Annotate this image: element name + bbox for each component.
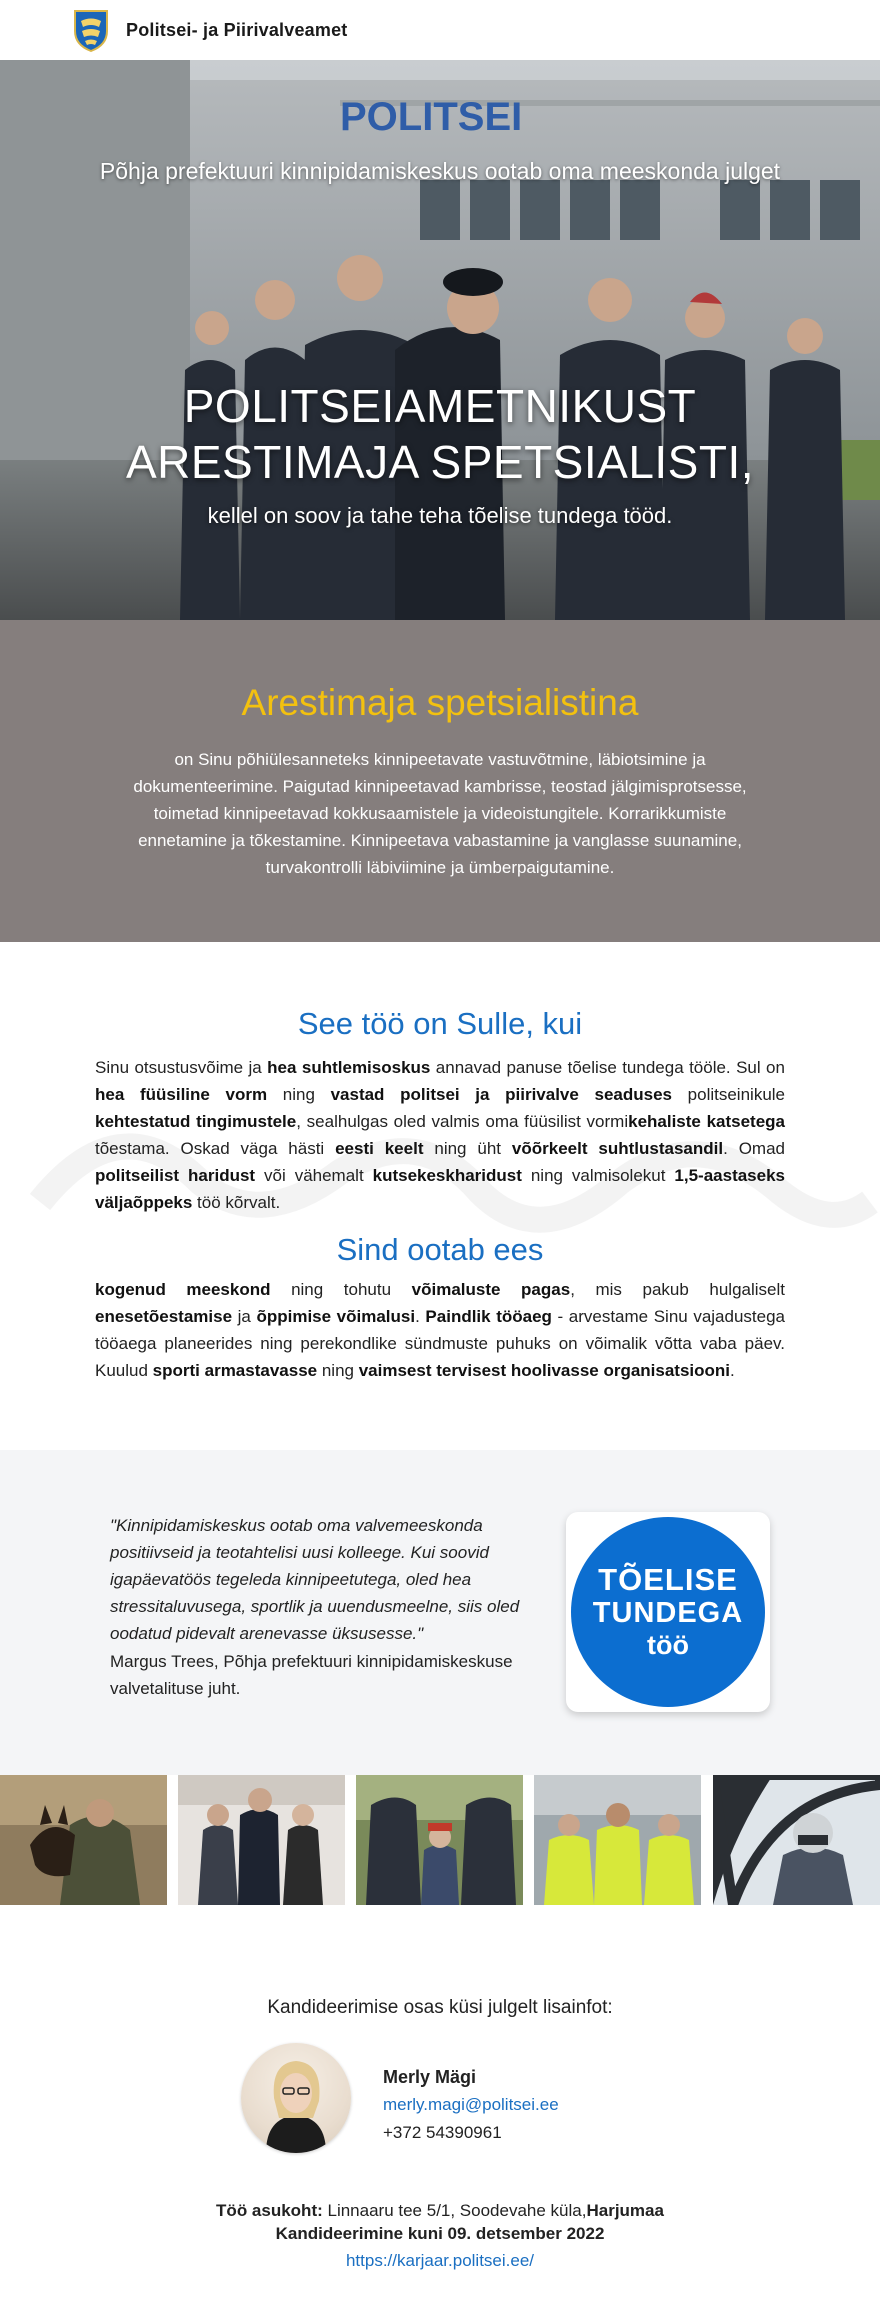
body-text: annavad panuse tõelise tundega tööle. Sul on [430,1058,785,1077]
body-text: töö kõrvalt. [192,1193,281,1212]
role-section [0,620,880,942]
body-text: . [415,1307,426,1326]
contact-name: Merly Mägi [383,2067,477,2087]
emphasis-text: kehaliste katsetega [628,1112,786,1131]
requirements-section [0,942,880,1450]
body-text: . Omad [723,1139,785,1158]
body-text: . [730,1361,735,1380]
hero-subtitle: Põhja prefektuuri kinnipidamiskeskus ootab oma meeskonda julget [99,158,781,184]
for-you-heading: See töö on Sulle, kui [297,1006,583,1041]
emphasis-text: hea füüsiline vorm [95,1085,268,1104]
badge-line-3: töö [647,1630,689,1660]
emphasis-text: hea suhtlemisoskus [267,1058,431,1077]
emphasis-text: eesti keelt [335,1139,424,1158]
role-description: on Sinu põhiülesanneteks kinnipeetavate vastuvõtmine, läbiotsimine ja dokumenteerimine. Paigutad kinnipeetavad kambrisse, teostad jälgimisprotsesse, toimetad kinnipeetavad kokkusaamistele ja videoistungitele. Korrarikkumiste ennetamine ja tõkestamine. Kinnipeetava vabastamine ja vanglasse suunamine, turvakontrolli läbiviimine ja ümberpaigutamine. [133,750,747,877]
badge-line-1: TÕELISE [598,1562,738,1597]
campaign-badge-card [566,1512,770,1712]
emphasis-text: Paindlik tööaeg [425,1307,552,1326]
hero-title [0,378,880,490]
building-sign: POLITSEI [340,95,523,139]
photo-strip [0,1775,880,1905]
photo-dog-handler [0,1775,167,1905]
emphasis-text: võõrkeelt suhtlustasandil [511,1139,724,1158]
quote-text: "Kinnipidamiskeskus ootab oma valvemeeskonda positiivseid ja teotahtelisi uusi kolleege. Kui soovid igapäevatöös tegeleda kinnipeetutega, oled hea stressitaluvusega, sportlik ja uuendusmeelne, siis oled oodatud pidevalt arenevasse üksusesse." [110,1516,520,1643]
offer-heading: Sind ootab ees [336,1232,544,1267]
body-text: ning valmisolekut [521,1166,675,1185]
hero-banner [0,60,880,620]
body-text: , mis pakub hulgaliselt [570,1280,786,1299]
police-coat-of-arms-icon[interactable] [72,7,110,53]
photo-child-with-officers [356,1775,523,1905]
contact-prompt: Kandideerimise osas küsi julgelt lisainfot: [267,1997,613,2018]
career-site-link[interactable]: https://karjaar.politsei.ee/ [345,2251,535,2270]
body-text: , sealhulgas oled valmis oma füüsilist vormi [296,1112,629,1131]
contact-email-link[interactable]: merly.magi@politsei.ee [383,2095,559,2114]
body-text: politseinikule [672,1085,786,1104]
contact-phone: +372 54390961 [383,2123,502,2142]
body-text: ning [267,1085,331,1104]
body-text: ning [317,1361,359,1380]
role-heading: Arestimaja spetsialistina [241,682,639,723]
body-text: Sinu otsustusvõime ja [95,1058,268,1077]
photo-officers-hi-vis [534,1775,701,1905]
emphasis-text: vastad politsei ja piirivalve seaduses [330,1085,672,1104]
hero-title-line-2: ARESTIMAJA SPETSIALISTI, [125,436,755,488]
body-text: - arvestame Sinu vajadustega tööaega planeerides ning perekondlike sündmuste puhuks on võimalik võtta vaba päev. Kuulud [95,1307,786,1380]
emphasis-text: võimaluste pagas [411,1280,571,1299]
emphasis-text: sporti armastavasse [152,1361,318,1380]
emphasis-text: 1,5-aastaseks väljaõppeks [95,1166,785,1212]
avatar [241,2043,351,2153]
location-label: Töö asukoht: [216,2201,323,2220]
location-region: Harjumaa [586,2201,664,2220]
body-text: ja [232,1307,257,1326]
body-text: ning tohutu [270,1280,412,1299]
body-text: ning üht [423,1139,512,1158]
hero-title-line-1: POLITSEIAMETNIKUST [183,380,697,432]
body-text: või vähemalt [255,1166,373,1185]
emphasis-text: vaimsest tervisest hoolivasse organisatsiooni [358,1361,731,1380]
hero-photo-officers [0,60,880,620]
photo-helicopter-pilot [713,1775,880,1905]
body-text: tõestama. Oskad väga hästi [95,1139,336,1158]
location-value: Linnaaru tee 5/1, Soodevahe küla, [322,2201,587,2220]
site-header [0,0,880,60]
emphasis-text: kutsekeskharidust [372,1166,522,1185]
campaign-badge [571,1517,765,1707]
emphasis-text: enesetõestamise [95,1307,233,1326]
org-name: Politsei- ja Piirivalveamet [126,19,348,40]
emphasis-text: õppimise võimalusi [256,1307,416,1326]
hero-tagline: kellel on soov ja tahe teha tõelise tundega tööd. [207,503,673,528]
quote-section [0,1450,880,1775]
badge-line-2: TUNDEGA [592,1597,744,1629]
emphasis-text: kogenud meeskond [95,1280,271,1299]
application-deadline: Kandideerimine kuni 09. detsember 2022 [275,2224,605,2243]
emphasis-text: politseilist haridust [95,1166,256,1185]
quote-author: Margus Trees, Põhja prefektuuri kinnipidamiskeskuse valvetalituse juht. [110,1652,513,1698]
job-location [0,2197,880,2224]
offer-text [95,1276,785,1384]
photo-family [178,1775,345,1905]
contact-section [0,1905,880,2324]
for-you-text [95,1054,785,1216]
emphasis-text: kehtestatud tingimustele [95,1112,297,1131]
